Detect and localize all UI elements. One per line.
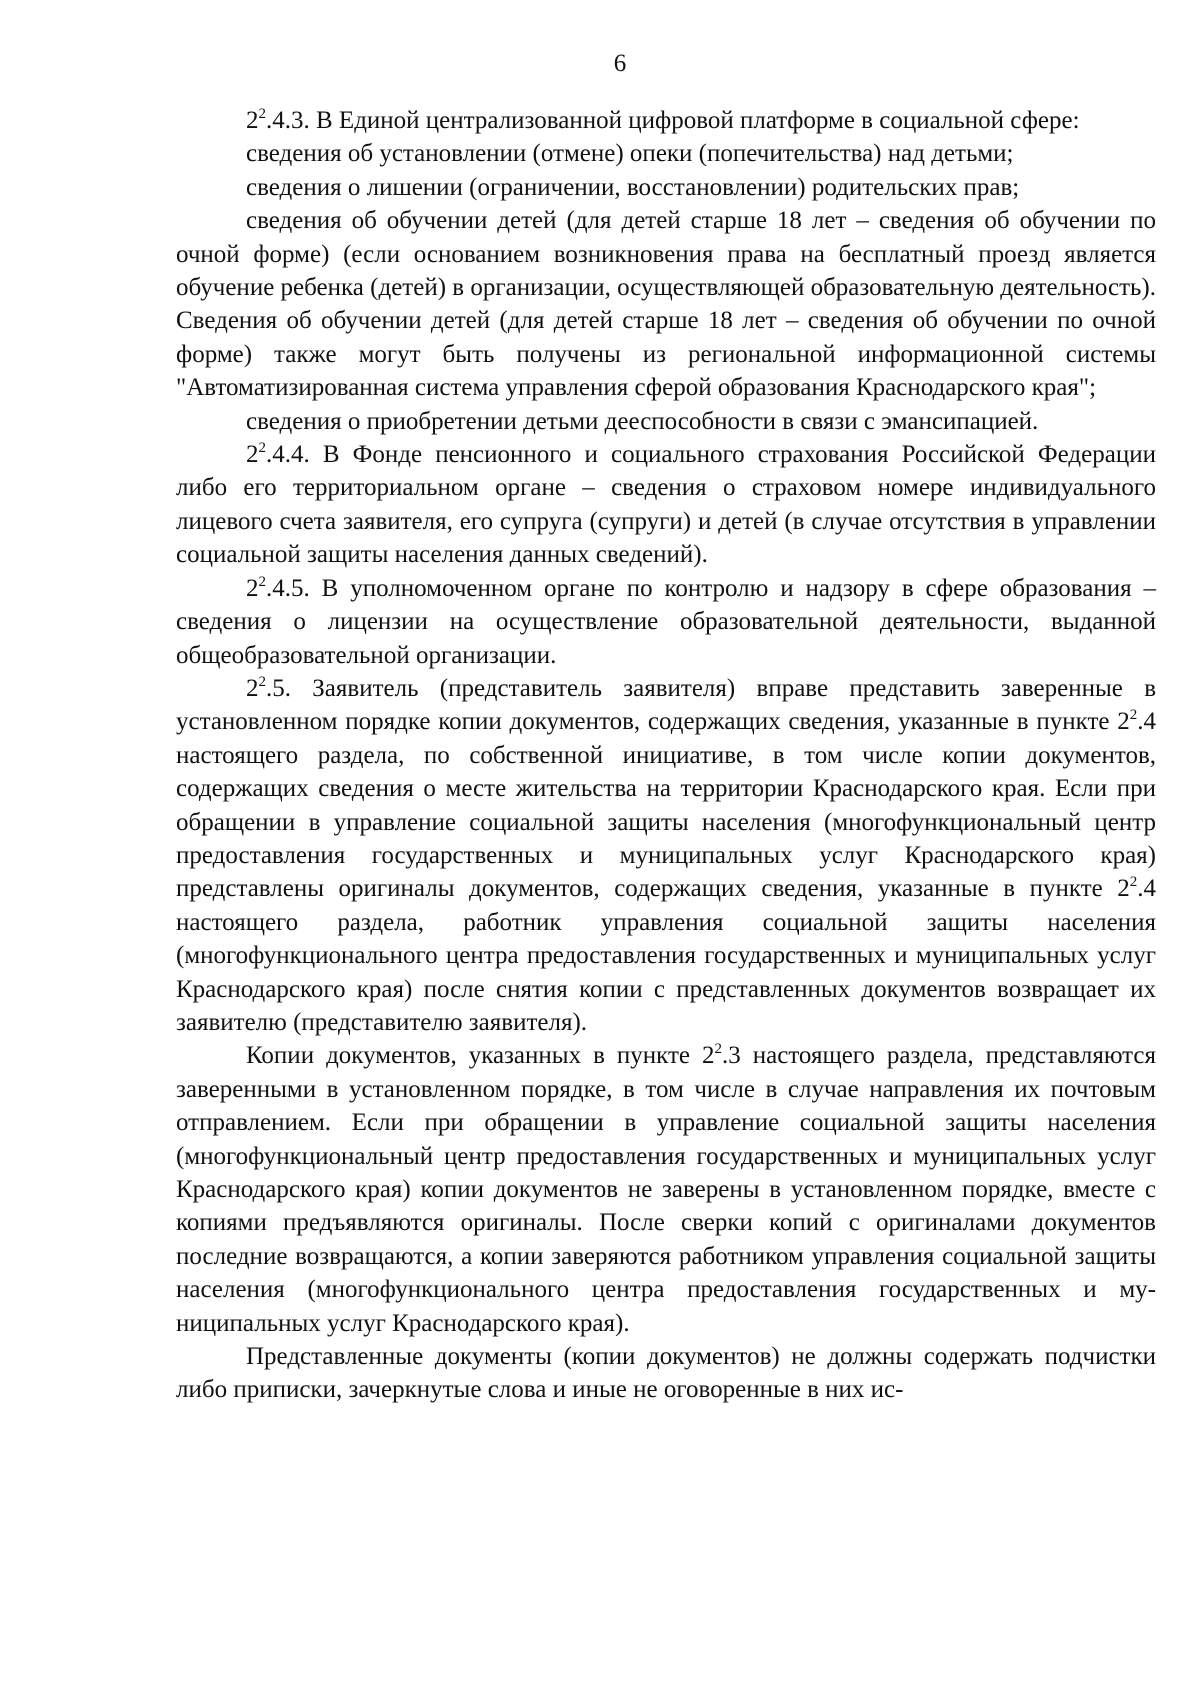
clause-number: $2^2.4.3$.: [246, 106, 310, 134]
clause-number: $2^2.4.4$.: [246, 440, 310, 469]
paragraph-document-requirements: Представленные документы (копии документов) не должны содержать подчистки либо приписки, зачеркнутые слова и иные не оговоренные в них ис-: [176, 1343, 1156, 1404]
clause-number: $2^2.5$.: [246, 673, 291, 702]
paragraph-parental-rights-info: сведения о лишении (ограничении, восстановлении) родительских прав;: [246, 173, 1020, 201]
paragraph-emancipation-info: сведения о приобретении детьми дееспособности в связи с эмансипацией.: [246, 407, 1039, 435]
document-body: [176, 104, 1156, 1407]
page-number: 6: [613, 50, 627, 77]
paragraph-text: В Единой централизованной цифровой платформе в социальной сфере:: [309, 107, 1080, 134]
paragraph-text: В уполномоченном органе по контролю и надзору в сфере образования – сведения о лицензии на осуществление образовательной деятельности, выданной общеобразовательной организации.: [176, 574, 1156, 669]
paragraph-2-4-5: [176, 572, 1156, 672]
paragraph-text: В Фонде пенсионного и социального страхования Российской Федерации либо его территориальном органе – сведения о страховом номере индивидуального лицевого счета заявителя, его супруга (супруги) и детей (в случае отсутствия в управлении социальной защиты населения данных сведений).: [176, 441, 1156, 569]
clause-number: $2^2.4.5$.: [246, 573, 310, 602]
paragraph-2-5: $2^2.5$. Заявитель (представитель заявителя) вправе представить заверенные в установленном порядке копии документов, содержащих сведения, указанные в пункте $2^2.4$ настоящего раздела, по собственной инициативе, в том числе копии документов, содержащих сведения о месте жительства на территории Краснодарского края. Если при обращении в управление социальной защиты населения (многофункциональный центр предоставления государственных и муниципальных услуг Краснодарского края) представлены оригиналы документов, содержащих сведения, указанные в пункте $2^2.4$ настоящего раздела, работник управления социальной защиты населения (многофункционального центра предоставления государственных и муниципальных услуг Краснодарского края) после снятия копии с представленных документов возвращает их заявителю (представителю заявителя).: [176, 673, 1156, 1036]
paragraph-custody-info: сведения об установлении (отмене) опеки (попечительства) над детьми;: [246, 140, 1014, 168]
paragraph-2-4-4: [176, 438, 1156, 572]
paragraph-education-info: сведения об обучении детей (для детей старше 18 лет – сведения об обучении по очной форме) (если основанием возникновения права на бесплатный проезд является обучение ребенка (детей) в организации, осуществляющей образовательную деятельность). Сведения об обучении детей (для детей старше 18 лет – сведения об обучении по очной форме) также могут быть получены из региональной информационной системы "Автоматизированная система управления сферой образования Краснодарского края";: [176, 207, 1156, 402]
paragraph-copies-certification: Копии документов, указанных в пункте $2^2.3$ настоящего раздела, представляются заверенными в установленном порядке, в том числе в случае направления их почтовым отправлением. Если при обращении в управление социальной защиты населения (многофункциональный центр предоставления государственных и муниципальных услуг Краснодарского края) копии документов не заверены в установленном порядке, вместе с копиями предъявляются оригиналы. После сверки копий с оригиналами документов последние возвращаются, а копии заверяются работником управления социальной защиты населения (многофункционального центра предоставления государственных и муниципальных услуг Краснодарского края).: [176, 1041, 1156, 1337]
paragraph-2-4-3: [176, 104, 1156, 137]
